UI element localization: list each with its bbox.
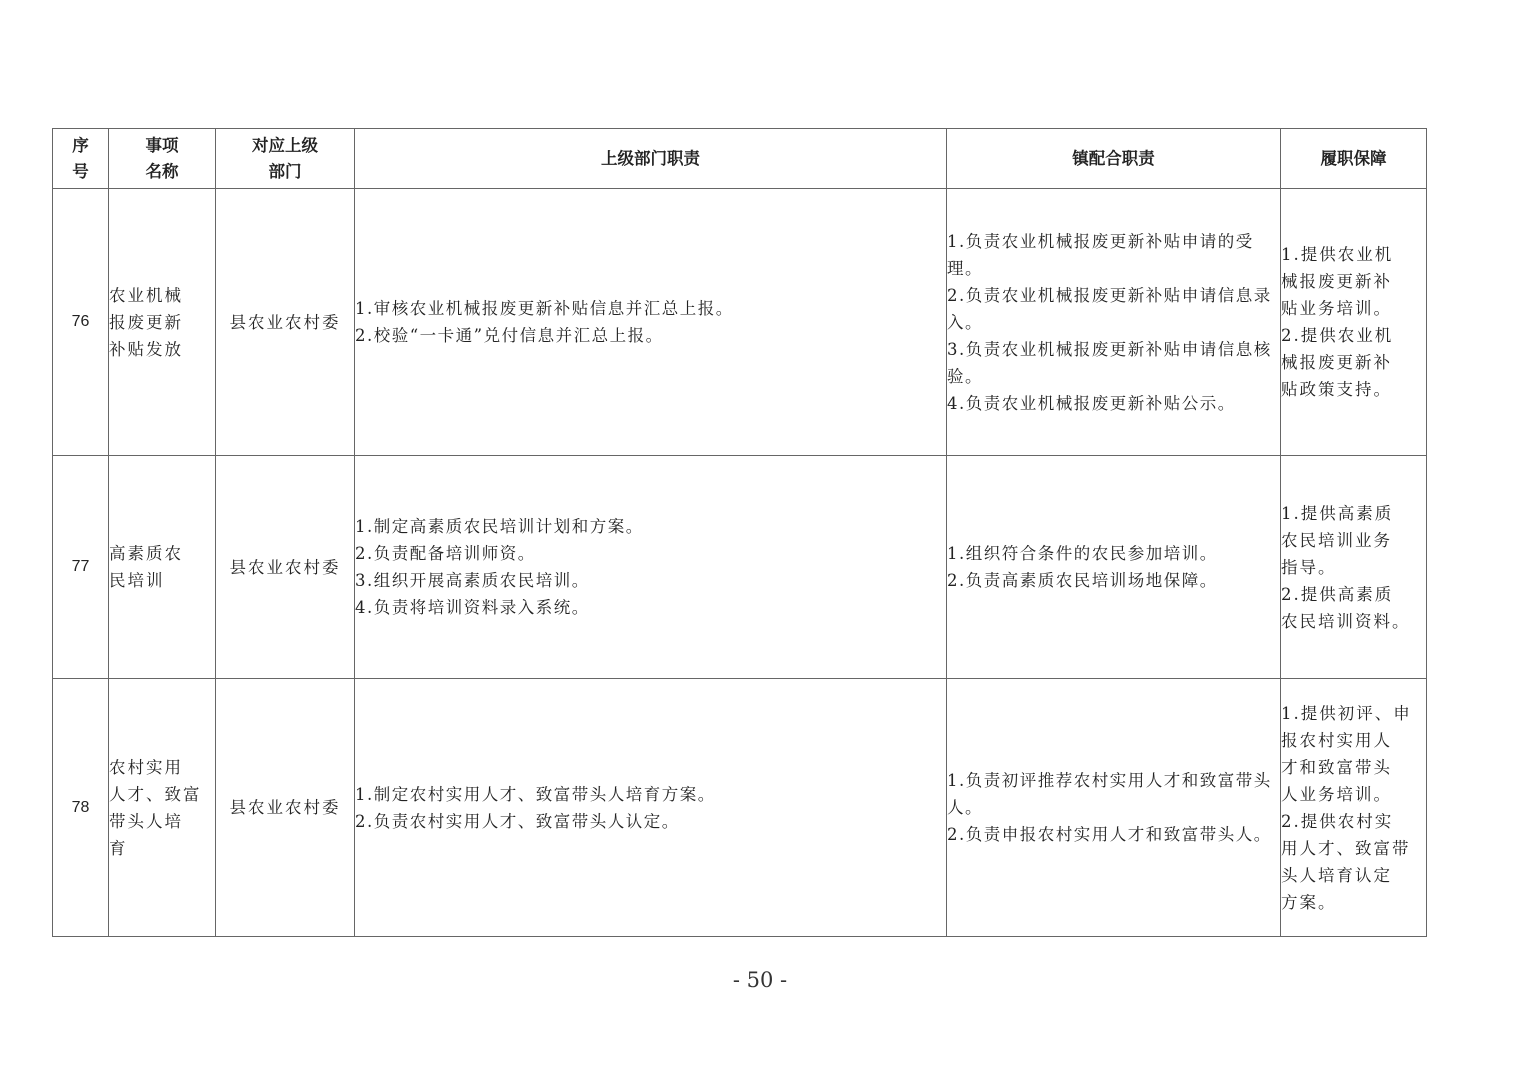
header-town-duties: 镇配合职责 — [947, 129, 1281, 189]
item-name-line: 带头人培 — [109, 811, 183, 831]
town-duties-cell — [947, 189, 1281, 456]
guarantee-line: 用人才、致富带 — [1281, 838, 1411, 858]
town-duty-item: 1.负责初评推荐农村实用人才和致富带头人。 — [947, 771, 1272, 817]
guarantee-line: 方案。 — [1281, 892, 1337, 912]
header-upper-duties: 上级部门职责 — [355, 129, 947, 189]
upper-duty-item: 3.组织开展高素质农民培训。 — [355, 571, 590, 590]
guarantee-cell — [1281, 679, 1427, 937]
department-cell: 县农业农村委 — [216, 189, 355, 456]
guarantee-line: 2.提供高素质 — [1281, 584, 1394, 604]
item-name-line: 高素质农 — [109, 544, 183, 563]
town-duties-cell — [947, 679, 1281, 937]
town-duty-item: 2.负责农业机械报废更新补贴申请信息录入。 — [947, 285, 1272, 332]
upper-duty-item: 2.负责配备培训师资。 — [355, 544, 536, 563]
header-department-line: 对应上级 — [252, 135, 318, 155]
item-name-line: 补贴发放 — [109, 339, 183, 359]
upper-duty-item: 1.制定农村实用人才、致富带头人培育方案。 — [355, 784, 716, 804]
town-duty-item: 1.组织符合条件的农民参加培训。 — [947, 544, 1218, 563]
guarantee-line: 农民培训业务 — [1281, 530, 1392, 550]
item-name-line: 报废更新 — [109, 312, 183, 332]
header-department — [216, 129, 355, 189]
town-duties-cell — [947, 456, 1281, 679]
guarantee-cell — [1281, 456, 1427, 679]
guarantee-line: 械报废更新补 — [1281, 353, 1392, 372]
guarantee-line: 指导。 — [1281, 557, 1337, 577]
department-cell: 县农业农村委 — [216, 456, 355, 679]
guarantee-line: 1.提供初评、申 — [1281, 703, 1412, 723]
item-name-line: 农业机械 — [109, 285, 183, 305]
department-cell: 县农业农村委 — [216, 679, 355, 937]
town-duty-item: 4.负责农业机械报废更新补贴公示。 — [947, 393, 1236, 413]
guarantee-line: 才和致富带头 — [1281, 757, 1392, 777]
header-seq-line: 号 — [72, 161, 89, 181]
guarantee-line: 1.提供高素质 — [1281, 503, 1394, 523]
item-name-line: 人才、致富 — [109, 784, 202, 804]
item-name-cell — [109, 456, 216, 679]
header-guarantee: 履职保障 — [1281, 129, 1427, 189]
table-row — [53, 189, 1427, 456]
header-department-line: 部门 — [268, 161, 302, 181]
header-seq — [53, 129, 109, 189]
header-seq-line: 序 — [72, 135, 89, 155]
header-item-name — [109, 129, 216, 189]
row-number: 78 — [53, 679, 109, 937]
table-row — [53, 456, 1427, 679]
town-duty-item: 2.负责申报农村实用人才和致富带头人。 — [947, 825, 1272, 844]
town-duty-item: 3.负责农业机械报废更新补贴申请信息核验。 — [947, 339, 1272, 386]
town-duty-item: 1.负责农业机械报废更新补贴申请的受理。 — [947, 231, 1254, 278]
item-name-line: 育 — [109, 838, 128, 858]
guarantee-line: 农民培训资料。 — [1281, 611, 1411, 631]
town-duty-item: 2.负责高素质农民培训场地保障。 — [947, 571, 1218, 590]
upper-duty-item: 2.校验“一卡通”兑付信息并汇总上报。 — [355, 326, 664, 345]
item-name-line: 民培训 — [109, 571, 165, 590]
guarantee-line: 贴政策支持。 — [1281, 380, 1392, 399]
upper-duties-cell — [355, 679, 947, 937]
guarantee-line: 械报废更新补 — [1281, 272, 1392, 291]
duty-table — [52, 128, 1427, 937]
item-name-cell — [109, 679, 216, 937]
table-header-row — [53, 129, 1427, 189]
row-number: 77 — [53, 456, 109, 679]
upper-duty-item: 1.审核农业机械报废更新补贴信息并汇总上报。 — [355, 299, 734, 318]
guarantee-cell — [1281, 189, 1427, 456]
guarantee-line: 人业务培训。 — [1281, 784, 1392, 804]
item-name-line: 农村实用 — [109, 757, 183, 777]
guarantee-line: 2.提供农业机 — [1281, 326, 1394, 345]
page-number: - 50 - — [732, 968, 788, 992]
upper-duty-item: 2.负责农村实用人才、致富带头人认定。 — [355, 811, 680, 831]
guarantee-line: 2.提供农村实 — [1281, 811, 1394, 831]
header-item-name-line: 事项 — [145, 135, 179, 155]
item-name-cell — [109, 189, 216, 456]
guarantee-line: 头人培育认定 — [1281, 865, 1392, 885]
row-number: 76 — [53, 189, 109, 456]
upper-duties-cell — [355, 189, 947, 456]
upper-duty-item: 1.制定高素质农民培训计划和方案。 — [355, 517, 644, 536]
header-item-name-line: 名称 — [145, 161, 179, 181]
upper-duty-item: 4.负责将培训资料录入系统。 — [355, 598, 590, 617]
guarantee-line: 1.提供农业机 — [1281, 245, 1394, 264]
guarantee-line: 报农村实用人 — [1281, 730, 1392, 750]
guarantee-line: 贴业务培训。 — [1281, 299, 1392, 318]
table-row — [53, 679, 1427, 937]
upper-duties-cell — [355, 456, 947, 679]
